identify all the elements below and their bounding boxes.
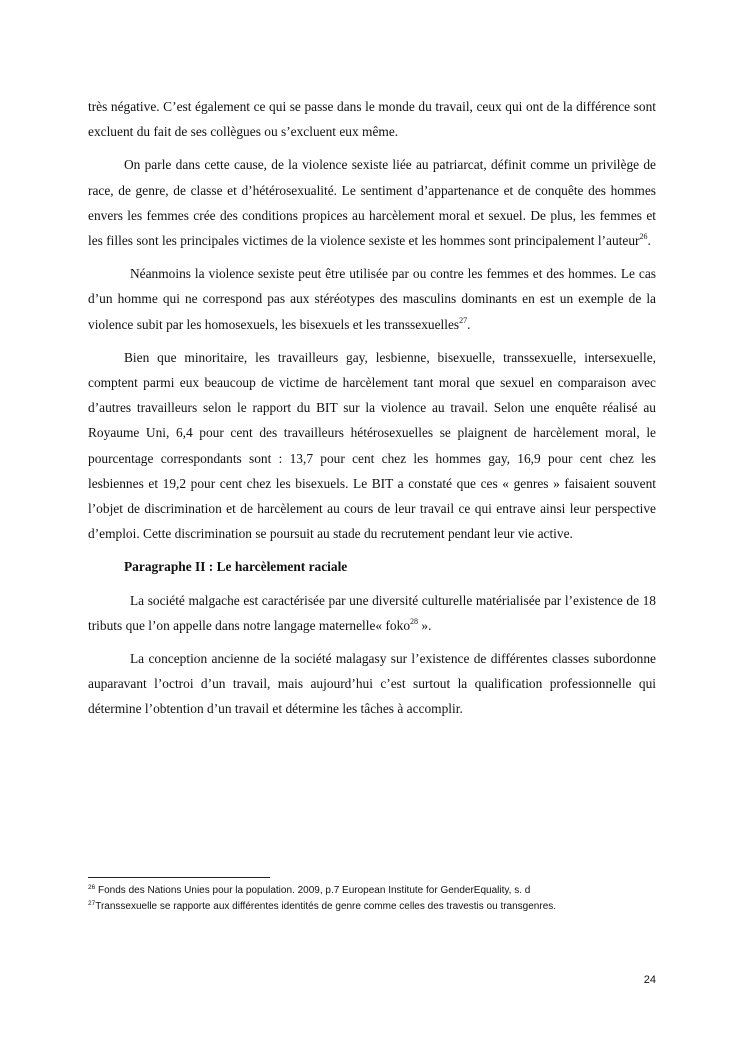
paragraph-5-text: La société malgache est caractérisée par une diversité culturelle matérialisée par l’existence de 18 tributs que l’on appelle dans notre langage maternelle« foko — [88, 592, 656, 633]
footnotes — [88, 883, 688, 915]
paragraph-4 — [88, 345, 656, 547]
paragraph-2-text: On parle dans cette cause, de la violence sexiste liée au patriarcat, définit comme un privilège de race, de genre, de classe et d’hétérosexualité. Le sentiment d’appartenance et de conquête des hommes envers les femmes crée des conditions propices au harcèlement moral et sexuel. De plus, les femmes et les filles sont les principales victimes de la violence sexiste et les hommes sont principalement l’auteur — [88, 157, 656, 249]
footnote-27 — [88, 899, 688, 915]
footnote-26 — [88, 883, 688, 899]
footnote-27-number: 27 — [88, 900, 96, 907]
paragraph-1-text: très négative. C’est également ce qui se passe dans le monde du travail, ceux qui ont de la différence sont excluent du fait de ses collègues ou s’excluent eux même. — [88, 99, 656, 140]
footnote-ref-28[interactable]: 28 — [410, 616, 419, 626]
paragraph-6-text: La conception ancienne de la société malagasy sur l’existence de différentes classes subordonne auparavant l’octroi d’un travail, mais aujourd’hui c’est surtout la qualification professionnelle qui détermine l’obtention d’un travail et détermine les tâches à accomplir. — [88, 651, 656, 717]
paragraph-5-end: ». — [418, 617, 432, 633]
footnote-26-text: Fonds des Nations Unies pour la population. 2009, p.7 European Institute for GenderEquality, s. d — [95, 885, 531, 896]
paragraph-3 — [88, 261, 656, 337]
footnote-27-text: Transsexuelle se rapporte aux différentes identités de genre comme celles des travestis ou transgenres. — [95, 901, 557, 912]
paragraph-5 — [88, 588, 656, 638]
paragraph-3-end: . — [467, 316, 471, 332]
page-number: 24 — [643, 974, 656, 986]
footnote-ref-27[interactable]: 27 — [459, 315, 468, 325]
paragraph-2-end: . — [647, 233, 651, 249]
footnote-ref-26[interactable]: 26 — [639, 232, 648, 242]
footnote-26-number: 26 — [88, 884, 96, 891]
section-heading: Paragraphe II : Le harcèlement raciale — [124, 559, 348, 575]
footnote-separator — [88, 877, 270, 878]
paragraph-6 — [88, 646, 656, 722]
paragraph-4-text: Bien que minoritaire, les travailleurs gay, lesbienne, bisexuelle, transsexuelle, intersexuelle, comptent parmi eux beaucoup de victime de harcèlement tant moral que sexuel en comparaison avec d’autres travailleurs selon le rapport du BIT sur la violence au travail. Selon une enquête réalisé au Royaume Uni, 6,4 pour cent des travailleurs hétérosexuelles se plaignent de harcèlement moral, le pourcentage correspondants sont : 13,7 pour cent chez les hommes gay, 16,9 pour cent chez les lesbiennes et 19,2 pour cent chez les bisexuels. Le BIT a constaté que ces « genres » faisaient souvent l’objet de discrimination et de harcèlement au cours de leur travail ce qui entrave ainsi leur perspective d’emploi. Cette discrimination se poursuit au stade du recrutement pendant leur vie active. — [88, 349, 656, 542]
paragraph-3-text: Néanmoins la violence sexiste peut être utilisée par ou contre les femmes et des hommes. Le cas d’un homme qui ne correspond pas aux stéréotypes des masculins dominants en est un exemple de la violence subit par les homosexuels, les bisexuels et les transsexuelles — [88, 266, 656, 332]
paragraph-2 — [88, 152, 656, 253]
body-text — [88, 94, 656, 730]
paragraph-1 — [88, 94, 656, 144]
